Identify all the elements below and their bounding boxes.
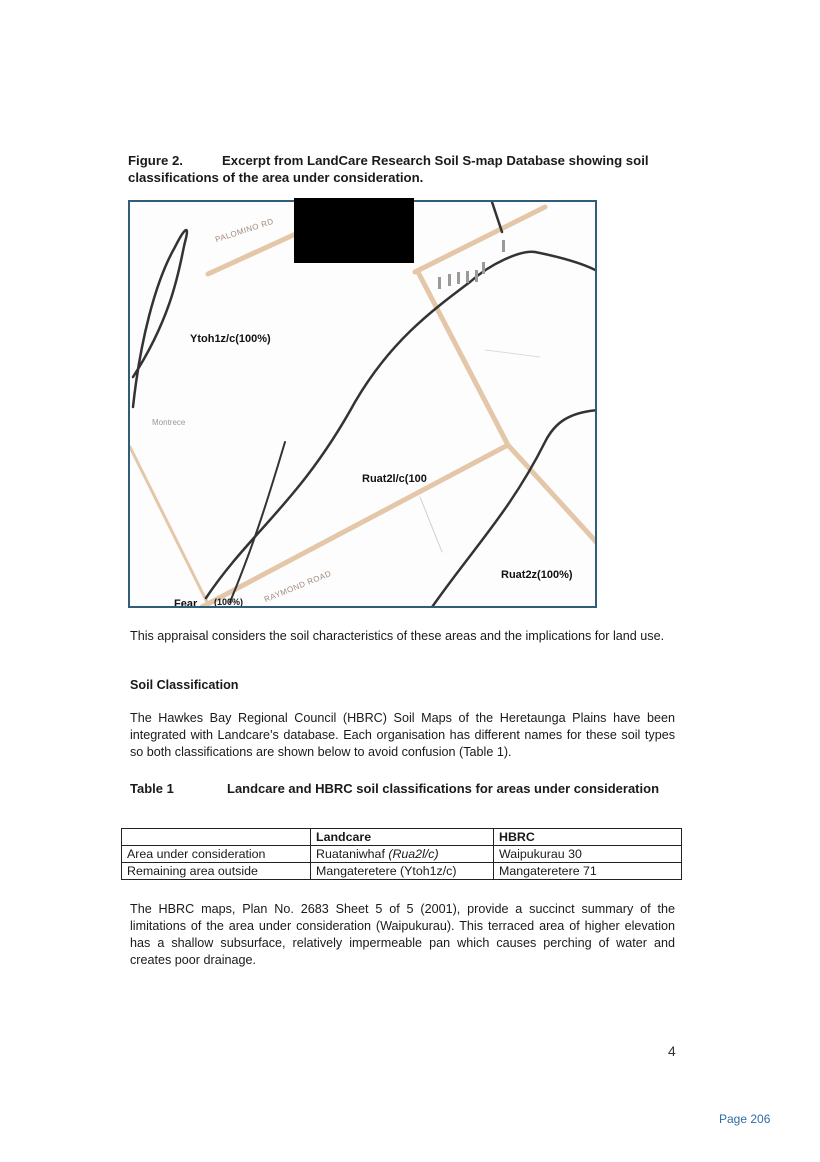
table-cell-area: Remaining area outside <box>122 863 311 880</box>
figure-caption-text: Excerpt from LandCare Research Soil S-map Database showing soil classifications of the area under consideration. <box>128 153 649 185</box>
table-row <box>122 863 682 880</box>
minor-track <box>420 497 442 552</box>
redaction-block <box>294 198 414 263</box>
table-header-cell <box>122 829 311 846</box>
table-number: Table 1 <box>130 781 174 796</box>
minor-track <box>485 350 540 357</box>
building-mark <box>448 274 451 286</box>
appraisal-paragraph: This appraisal considers the soil characteristics of these areas and the implications for land use. <box>130 629 665 643</box>
building-mark <box>475 270 478 282</box>
landcare-code: (Rua2l/c) <box>388 847 439 861</box>
table-cell-landcare <box>311 863 494 880</box>
figure-caption <box>128 152 673 186</box>
western-road <box>130 447 208 604</box>
north-boundary <box>492 202 502 232</box>
table-cell-hbrc: Waipukurau 30 <box>494 846 682 863</box>
building-mark <box>502 240 505 252</box>
page-number: 4 <box>668 1043 676 1059</box>
table-header-cell: HBRC <box>494 829 682 846</box>
table-caption-text: Landcare and HBRC soil classifications for areas under consideration <box>227 781 660 796</box>
soil-classification-table <box>121 828 682 880</box>
hbrc-intro-paragraph: The Hawkes Bay Regional Council (HBRC) Soil Maps of the Heretaunga Plains have been integrated with Landcare's database. Each organisation has different names for these soil types so both classifications are shown below to avoid confusion (Table 1). <box>130 711 675 759</box>
table-caption <box>130 780 676 797</box>
palomino-road-label: PALOMINO RD <box>214 216 275 245</box>
table-header-cell: Landcare <box>311 829 494 846</box>
building-mark <box>438 277 441 289</box>
palomino-road-east <box>415 207 545 272</box>
hbrc-maps-paragraph: The HBRC maps, Plan No. 2683 Sheet 5 of 5 (2001), provide a succinct summary of the limitations of the area under consideration (Waipukurau). This terraced area of higher elevation has a shallow subsurface, relatively impermeable pan which causes perching of water and creates poor drainage. <box>130 902 675 967</box>
ruat2l-soil-label: Ruat2l/c(100 <box>362 473 427 485</box>
building-mark <box>457 272 460 284</box>
footer-page-label: Page 206 <box>719 1112 771 1126</box>
table-cell-area: Area under consideration <box>122 846 311 863</box>
landcare-name: Ruataniwhaf <box>316 847 389 861</box>
landcare-name: Mangateretere (Ytoh1z/c) <box>316 864 457 878</box>
table-cell-hbrc: Mangateretere 71 <box>494 863 682 880</box>
soil-classification-heading: Soil Classification <box>130 678 239 692</box>
building-mark <box>466 271 469 283</box>
raymond-road-label: RAYMOND ROAD <box>262 568 333 605</box>
raymond-road <box>202 445 508 607</box>
montrece-label: Montrece <box>152 418 186 427</box>
building-mark <box>482 262 485 274</box>
table-cell-landcare <box>311 846 494 863</box>
figure-number: Figure 2. <box>128 153 183 168</box>
table-row <box>122 846 682 863</box>
table-header-row <box>122 829 682 846</box>
ytoh-soil-label: Ytoh1z/c(100%) <box>190 333 271 345</box>
main-soil-boundary <box>206 252 597 598</box>
ruat2z-soil-label: Ruat2z(100%) <box>501 569 573 581</box>
fear-soil-label: Fear <box>174 598 198 608</box>
fear-soil-percent: (100%) <box>214 597 244 607</box>
ytoh-boundary <box>133 230 187 407</box>
